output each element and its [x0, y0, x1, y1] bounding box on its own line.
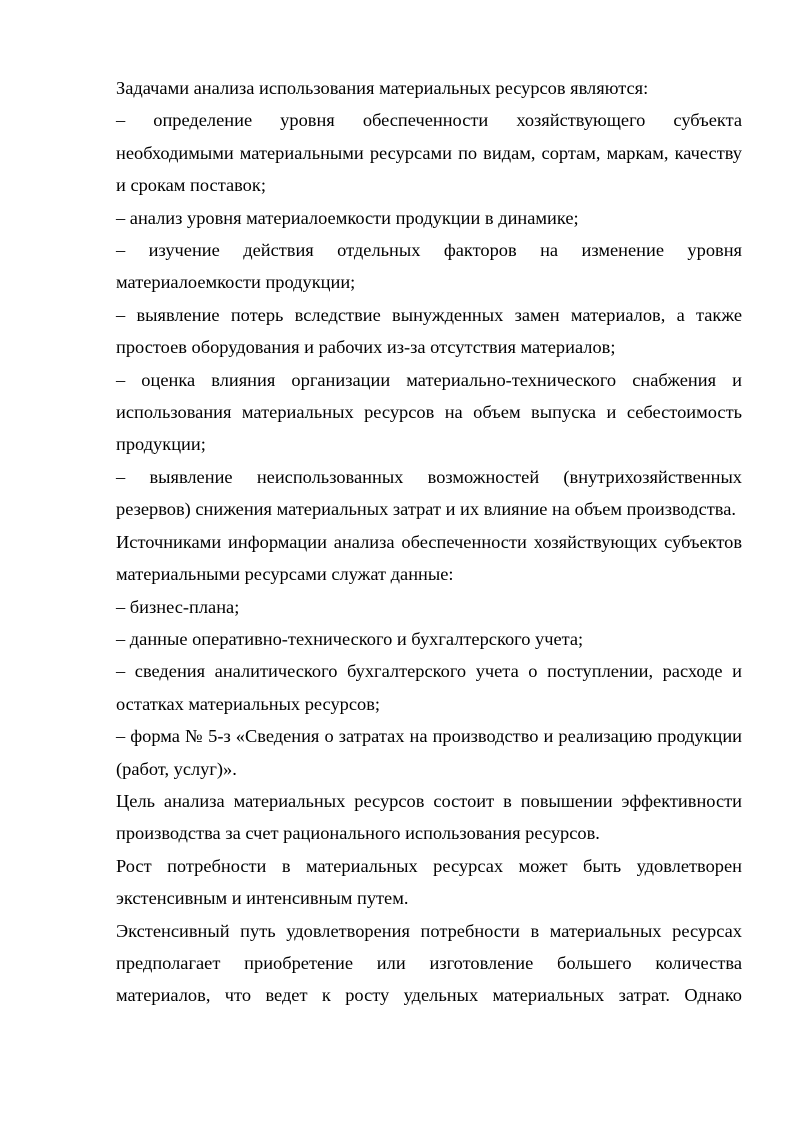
list-item: – выявление неиспользованных возможностей (внутрихозяйственных резервов) снижения материальных затрат и их влияние на объем производства. [116, 466, 742, 520]
list-item: – форма № 5-з «Сведения о затратах на производство и реализацию продукции (работ, услуг)». [116, 726, 742, 779]
list-item: – данные оперативно-технического и бухгалтерского учета; [116, 628, 584, 649]
list-item: – сведения аналитического бухгалтерского учета о поступлении, расходе и остатках материальных ресурсов; [116, 661, 742, 714]
paragraph-intro: Задачами анализа использования материальных ресурсов являются: [116, 78, 649, 98]
paragraph-extensive: Экстенсивный путь удовлетворения потребности в материальных ресурсах предполагает приобретение или изготовление большего количества материалов, что ведет к росту удельных материальных затрат. Однако [116, 920, 742, 1006]
list-item: – определение уровня обеспеченности хозяйствующего субъекта необходимыми материальными ресурсами по видам, сортам, маркам, качеству и срокам поставок; [116, 110, 742, 196]
document-page [116, 72, 742, 1012]
paragraph-goal: Цель анализа материальных ресурсов состоит в повышении эффективности производства за счет рационального использования ресурсов. [116, 790, 742, 844]
paragraph-sources: Источниками информации анализа обеспеченности хозяйствующих субъектов материальными ресурсами служат данные: [116, 531, 742, 585]
paragraph-growth: Рост потребности в материальных ресурсах может быть удовлетворен экстенсивным и интенсивным путем. [116, 855, 742, 909]
list-item: – выявление потерь вследствие вынужденных замен материалов, а также простоев оборудования и рабочих из-за отсутствия материалов; [116, 304, 742, 358]
list-item: – анализ уровня материалоемкости продукции в динамике; [116, 207, 579, 228]
list-item: – изучение действия отдельных факторов на изменение уровня материалоемкости продукции; [116, 240, 742, 293]
list-item: – бизнес-плана; [116, 596, 240, 617]
list-item: – оценка влияния организации материально-технического снабжения и использования материальных ресурсов на объем выпуска и себестоимость продукции; [116, 369, 742, 455]
